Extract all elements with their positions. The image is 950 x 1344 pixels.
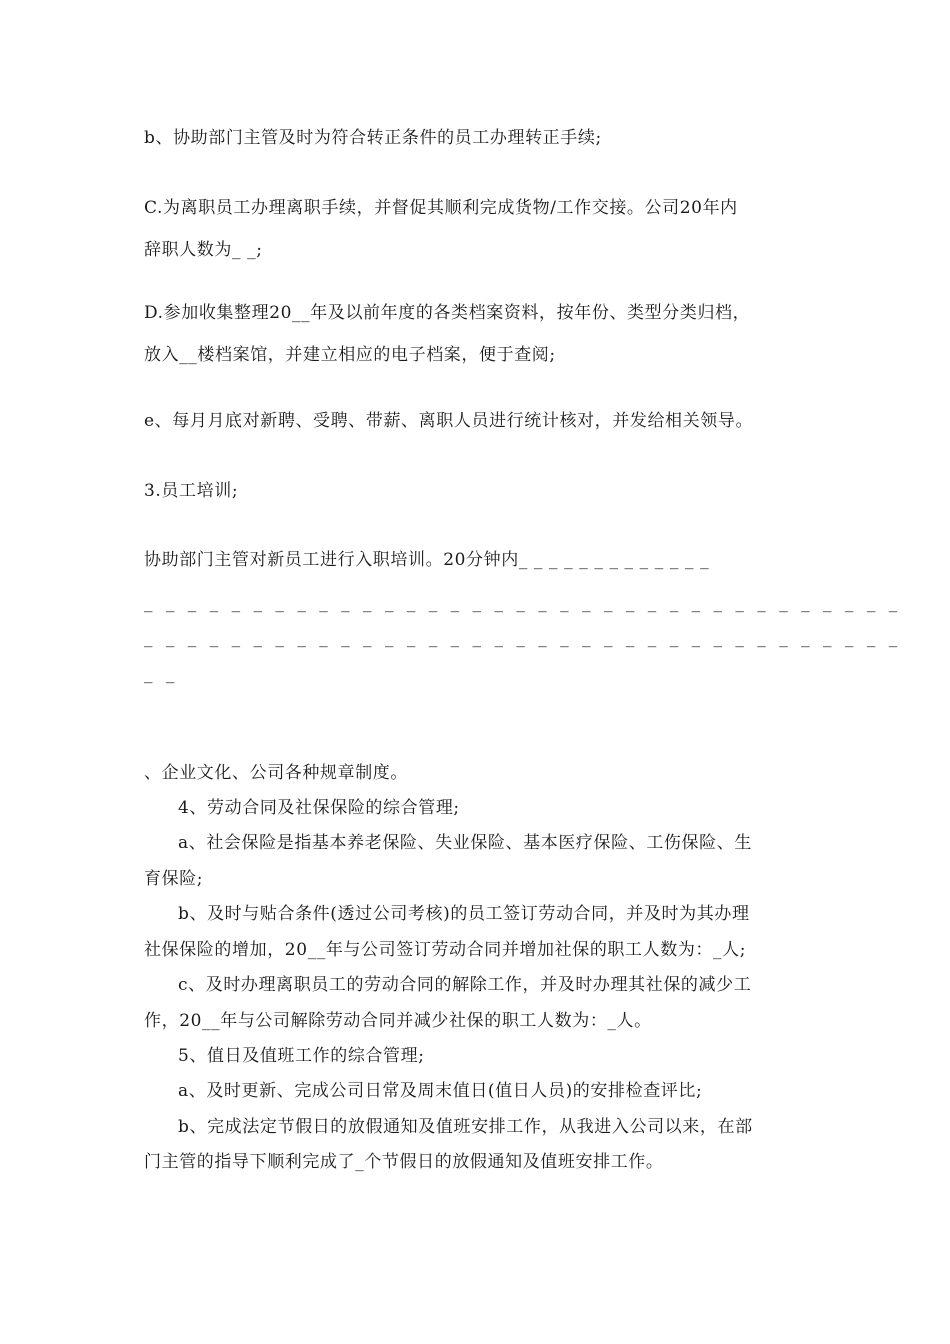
section4-item-b: b、及时与贴合条件(透过公司考核)的员工签订劳动合同，并及时为其办理: [178, 904, 750, 924]
culture-text: 、企业文化、公司各种规章制度。: [144, 763, 408, 783]
section4-item-c: c、及时办理离职员工的劳动合同的解除工作，并及时办理其社保的减少工: [178, 975, 752, 995]
section4-heading: 4、劳动合同及社保保险的综合管理;: [178, 798, 460, 818]
item-b-text: b、协助部门主管及时为符合转正条件的员工办理转正手续;: [144, 128, 602, 148]
item-c-text: C.为离职员工办理离职手续，并督促其顺利完成货物/工作交接。公司20年内: [144, 198, 738, 218]
section4-item-a: a、社会保险是指基本养老保险、失业保险、基本医疗保险、工伤保险、生: [178, 833, 752, 853]
item-d-text: D.参加收集整理20__年及以前年度的各类档案资料，按年份、类型分类归档，: [144, 303, 751, 323]
section4-item-b-continued: 社保保险的增加，20__年与公司签订劳动合同并增加社保的职工人数为：_人;: [144, 940, 747, 960]
training-heading: 3.员工培训;: [144, 481, 239, 501]
blank-fill-line: _ _ _ _ _ _ _ _ _ _ _ _ _ _ _ _ _ _ _ _ _ _ _ _ _ _ _ _ _ _ _ _ _ _ _: [144, 593, 902, 613]
item-e-text: e、每月月底对新聘、受聘、带薪、离职人员进行统计核对，并发给相关领导。: [144, 411, 754, 431]
training-text: 协助部门主管对新员工进行入职培训。20分钟内_ _ _ _ _ _ _ _ _ _ _ _ _: [144, 550, 710, 570]
item-c-text-continued: 辞职人数为_ _;: [144, 240, 263, 260]
section4-item-a-continued: 育保险;: [144, 869, 204, 889]
section5-heading: 5、值日及值班工作的综合管理;: [178, 1046, 425, 1066]
section5-item-a: a、及时更新、完成公司日常及周末值日(值日人员)的安排检查评比;: [178, 1081, 703, 1101]
section5-item-b-continued: 门主管的指导下顺利完成了_个节假日的放假通知及值班安排工作。: [144, 1152, 664, 1172]
blank-fill-line: _ _: [144, 664, 179, 684]
section5-item-b: b、完成法定节假日的放假通知及值班安排工作，从我进入公司以来，在部: [178, 1117, 753, 1137]
blank-fill-line: _ _ _ _ _ _ _ _ _ _ _ _ _ _ _ _ _ _ _ _ _ _ _ _ _ _ _ _ _ _ _ _ _ _ _: [144, 628, 902, 648]
section4-item-c-continued: 作，20__年与公司解除劳动合同并减少社保的职工人数为：_人。: [144, 1011, 652, 1031]
item-d-text-continued: 放入__楼档案馆，并建立相应的电子档案，便于查阅;: [144, 345, 556, 365]
